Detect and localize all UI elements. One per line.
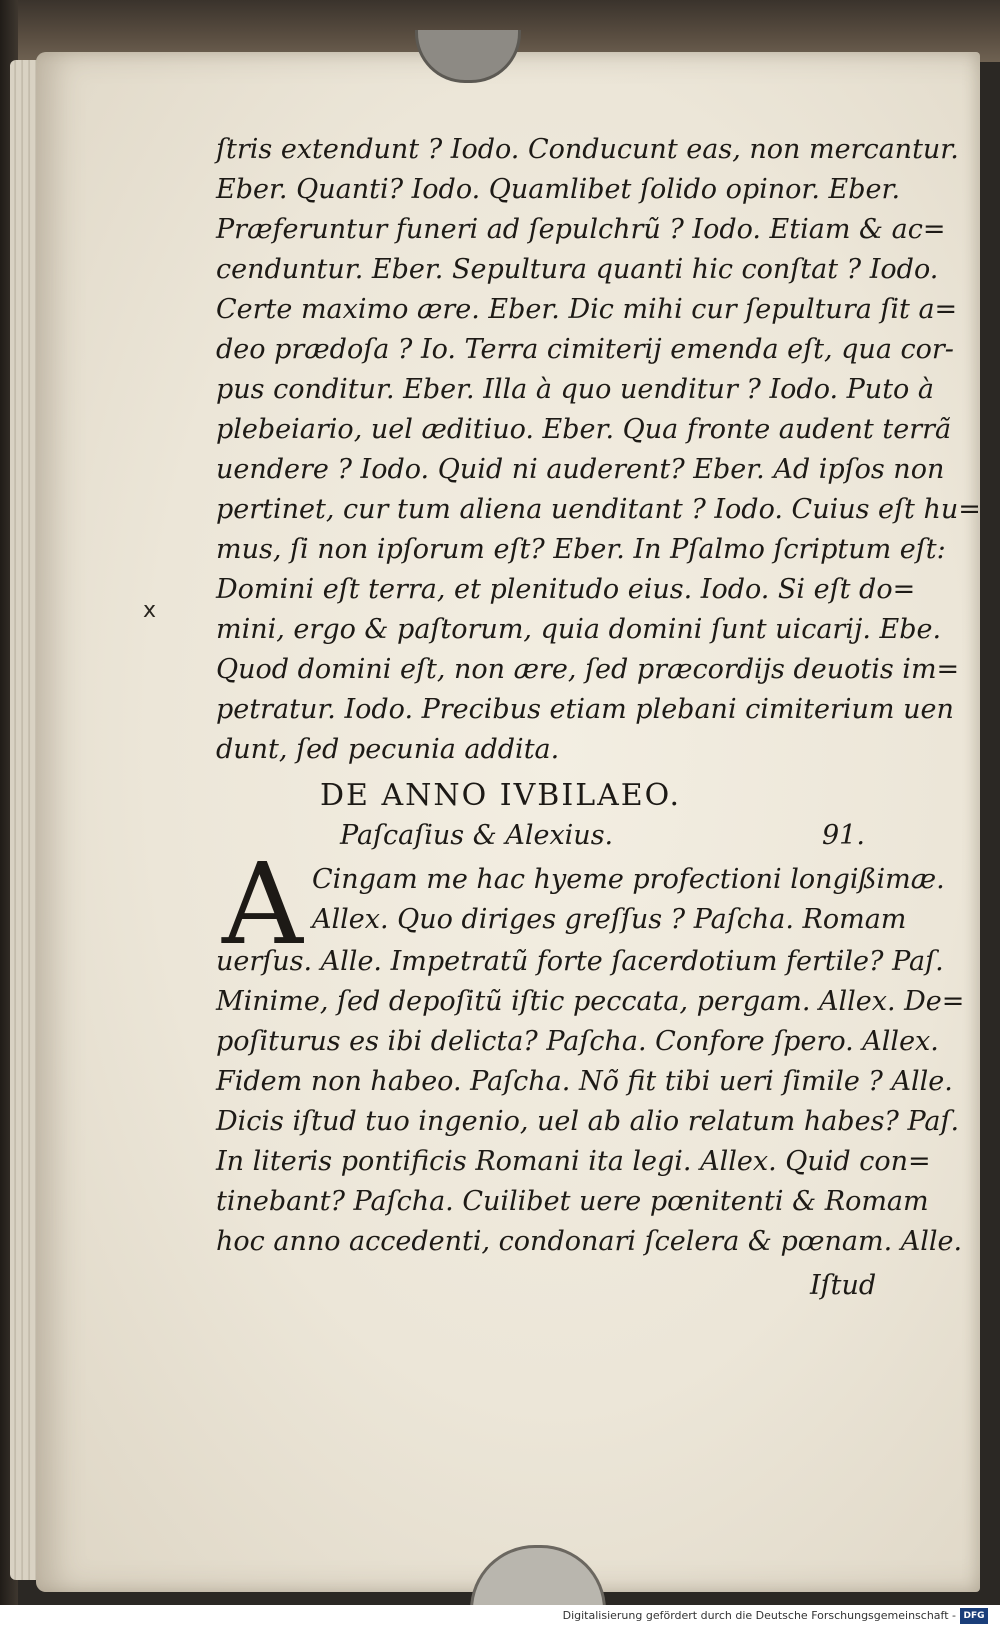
text-line: Eber. Quanti? Iodo. Quamlibet ſolido opinor. Eber. xyxy=(216,174,901,205)
text-line: Quod domini eſt, non ære, ſed præcordijs deuotis im= xyxy=(216,654,960,685)
text-line: petratur. Iodo. Precibus etiam plebani cimiterium uen xyxy=(216,694,954,725)
text-line: poſiturus es ibi delicta? Paſcha. Confore ſpero. Allex. xyxy=(216,1026,939,1057)
text-line: Certe maximo ære. Eber. Dic mihi cur ſepultura ſit a= xyxy=(216,294,958,325)
text-line: tinebant? Paſcha. Cuilibet uere pœnitenti & Romam xyxy=(216,1186,929,1217)
text-line: dunt, ſed pecunia addita. xyxy=(216,734,560,765)
text-line: ſtris extendunt ? Iodo. Conducunt eas, non mercantur. xyxy=(216,134,959,165)
text-line: uerſus. Alle. Impetratũ forte ſacerdotium fertile? Paſ. xyxy=(216,946,944,977)
text-line: Cingam me hac hyeme profectioni longißimæ. xyxy=(312,864,945,895)
catchword: Iſtud xyxy=(810,1270,877,1301)
text-line: Præferuntur funeri ad ſepulchrũ ? Iodo. Etiam & ac= xyxy=(216,214,946,245)
section-heading: DE ANNO IVBILAEO. xyxy=(320,778,682,813)
text-line: mini, ergo & paſtorum, quia domini ſunt uicarij. Ebe. xyxy=(216,614,942,645)
text-line: Fidem non habeo. Paſcha. Nõ fit tibi ueri ſimile ? Alle. xyxy=(216,1066,953,1097)
text-line: hoc anno accedenti, condonari ſcelera & pœnam. Alle. xyxy=(216,1226,963,1257)
text-line: mus, ſi non ipſorum eſt? Eber. In Pſalmo ſcriptum eſt: xyxy=(216,534,946,565)
text-line: Domini eſt terra, et plenitudo eius. Iodo. Si eſt do= xyxy=(216,574,916,605)
text-line: Allex. Quo diriges greſſus ? Paſcha. Romam xyxy=(312,904,907,935)
text-line: Minime, ſed depoſitũ iſtic peccata, pergam. Allex. De= xyxy=(216,986,965,1017)
text-line: uendere ? Iodo. Quid ni auderent? Eber. Ad ipſos non xyxy=(216,454,945,485)
text-line: cenduntur. Eber. Sepultura quanti hic conſtat ? Iodo. xyxy=(216,254,939,285)
page-number: 91. xyxy=(822,820,865,851)
dfg-logo-icon: DFG xyxy=(960,1608,988,1624)
text-line: plebeiario, uel æditiuo. Eber. Qua fronte audent terrã xyxy=(216,414,952,445)
margin-annotation: x xyxy=(143,598,157,623)
text-line: Dicis iſtud tuo ingenio, uel ab alio relatum habes? Paſ. xyxy=(216,1106,960,1137)
footer-credit: Digitalisierung gefördert durch die Deutsche Forschungsgemeinschaft - xyxy=(562,1609,956,1622)
text-line: In literis pontificis Romani ita legi. Allex. Quid con= xyxy=(216,1146,931,1177)
text-line: pertinet, cur tum aliena uenditant ? Iodo. Cuius eſt hu= xyxy=(216,494,981,525)
text-line: deo prædoſa ? Io. Terra cimiterij emenda eſt, qua cor- xyxy=(216,334,954,365)
text-line: pus conditur. Eber. Illa à quo uenditur ? Iodo. Puto à xyxy=(216,374,934,405)
dialogue-speakers: Paſcaſius & Alexius. xyxy=(340,820,614,851)
drop-cap: A xyxy=(222,840,303,970)
